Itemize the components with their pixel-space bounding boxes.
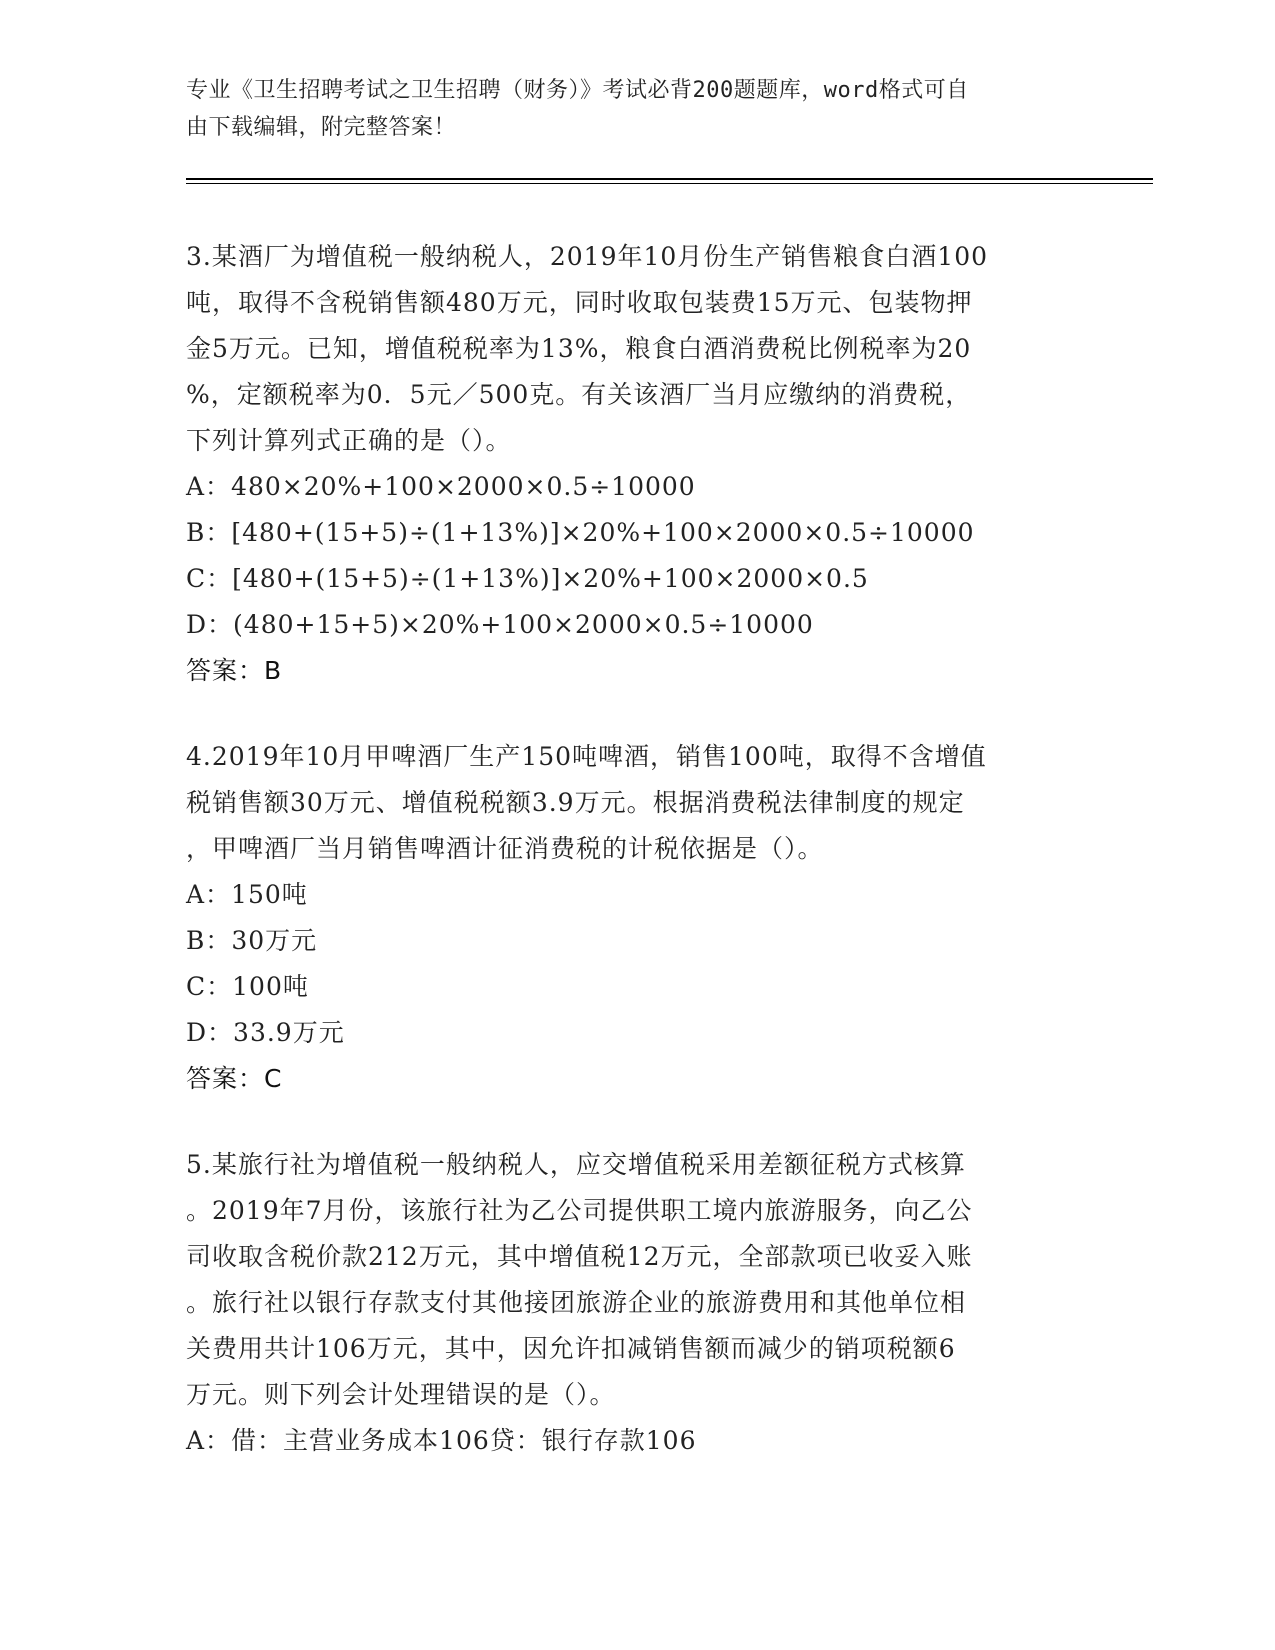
header-line: 专业《卫生招聘考试之卫生招聘（财务）》考试必背200题题库，word格式可自 <box>186 78 969 103</box>
option-c: C：100吨 <box>186 972 309 1001</box>
stem-line: 万元。则下列会计处理错误的是（）。 <box>186 1380 616 1409</box>
header-divider-thick <box>186 178 1153 180</box>
stem-line: 4.2019年10月甲啤酒厂生产150吨啤酒，销售100吨，取得不含增值 <box>186 742 987 771</box>
question-4 <box>186 734 1086 1102</box>
option-d: D：(480+15+5)×20%+100×2000×0.5÷10000 <box>186 610 814 639</box>
header-divider-thin <box>186 183 1153 184</box>
option-c: C：[480+(15+5)÷(1+13%)]×20%+100×2000×0.5 <box>186 564 869 593</box>
option-a: A：480×20%+100×2000×0.5÷10000 <box>186 472 696 501</box>
option-a: A：借：主营业务成本106贷：银行存款106 <box>186 1426 697 1455</box>
stem-line: 下列计算列式正确的是（）。 <box>186 426 512 455</box>
stem-line: 5.某旅行社为增值税一般纳税人，应交增值税采用差额征税方式核算 <box>186 1150 966 1179</box>
question-stem <box>186 1142 1086 1418</box>
header-line: 由下载编辑，附完整答案！ <box>186 115 457 140</box>
stem-line: 司收取含税价款212万元，其中增值税12万元，全部款项已收妥入账 <box>186 1242 973 1271</box>
stem-line: 。旅行社以银行存款支付其他接团旅游企业的旅游费用和其他单位相 <box>186 1288 967 1317</box>
stem-line: 3.某酒厂为增值税一般纳税人，2019年10月份生产销售粮食白酒100 <box>186 242 989 271</box>
stem-line: ，甲啤酒厂当月销售啤酒计征消费税的计税依据是（）。 <box>186 834 824 863</box>
answer: 答案：B <box>186 656 283 685</box>
document-header <box>186 72 1086 146</box>
stem-line: 金5万元。已知，增值税税率为13%，粮食白酒消费税比例税率为20 <box>186 334 972 363</box>
stem-line: 。2019年7月份，该旅行社为乙公司提供职工境内旅游服务，向乙公 <box>186 1196 973 1225</box>
stem-line: 吨，取得不含税销售额480万元，同时收取包装费15万元、包装物押 <box>186 288 973 317</box>
stem-line: 税销售额30万元、增值税税额3.9万元。根据消费税法律制度的规定 <box>186 788 965 817</box>
option-b: B：30万元 <box>186 926 318 955</box>
question-stem <box>186 734 1086 872</box>
answer: 答案：C <box>186 1064 283 1093</box>
option-a: A：150吨 <box>186 880 308 909</box>
question-stem <box>186 234 1086 464</box>
question-5 <box>186 1142 1086 1464</box>
stem-line: %，定额税率为0．5元／500克。有关该酒厂当月应缴纳的消费税， <box>186 380 972 409</box>
option-d: D：33.9万元 <box>186 1018 345 1047</box>
stem-line: 关费用共计106万元，其中，因允许扣减销售额而减少的销项税额6 <box>186 1334 956 1363</box>
question-3 <box>186 234 1086 694</box>
option-b: B：[480+(15+5)÷(1+13%)]×20%+100×2000×0.5÷10000 <box>186 518 975 547</box>
